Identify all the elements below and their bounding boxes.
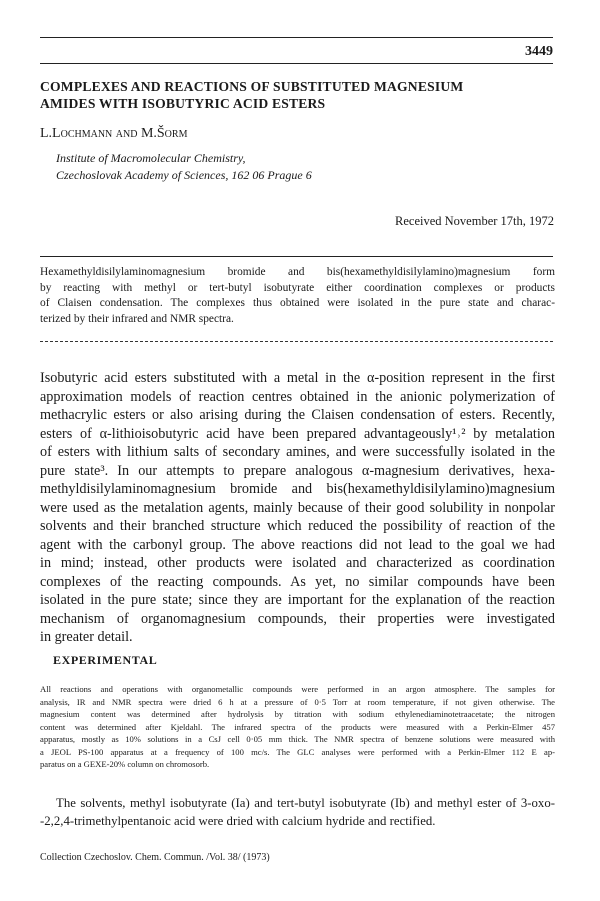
section-heading: EXPERIMENTAL bbox=[53, 653, 158, 667]
intro-line: of esters with lithium salts of secondary amines, and were successfully isolated in the bbox=[40, 444, 555, 460]
intro-line: methyldisilylaminomagnesium bromide and bis(hexamethyldisilylamino)magnesium bbox=[40, 481, 555, 497]
abstract-bottom-rule bbox=[40, 341, 553, 342]
abstract-line: terized by their infrared and NMR spectra. bbox=[40, 312, 234, 325]
abstract-line: of Claisen condensation. The complexes thus obtained were isolated in the pure state and charac- bbox=[40, 297, 555, 310]
experimental-small-line: paratus on a GEXE-20% column on chromosorb. bbox=[40, 759, 210, 769]
intro-line: were used as the metalation agents, mainly because of their good solubility in nonpolar bbox=[40, 499, 555, 516]
title-line: COMPLEXES AND REACTIONS OF SUBSTITUTED MAGNESIUM bbox=[40, 79, 464, 94]
experimental-body bbox=[40, 794, 555, 830]
abstract-top-rule bbox=[40, 256, 553, 257]
journal-footer: Collection Czechoslov. Chem. Commun. /Vol. 38/ (1973) bbox=[40, 852, 270, 863]
abstract-line: Hexamethyldisilylaminomagnesium bromide and bis(hexamethyldisilylamino)magnesium form bbox=[40, 266, 555, 278]
top-rule bbox=[40, 37, 553, 38]
intro-line: complexes of the reacting compounds. As yet, no similar compounds have been bbox=[40, 573, 555, 590]
experimental-small-line: All reactions and operations with organometallic compounds were performed in an argon atmosphere. The samples for bbox=[40, 684, 555, 694]
received-date: Received November 17th, 1972 bbox=[395, 214, 554, 228]
experimental-small-line: a JEOL PS-100 apparatus at a frequency of 100 mc/s. The GLC analyses were performed with a Perkin-Elmer 112 E ap- bbox=[40, 746, 555, 757]
page-number: 3449 bbox=[525, 44, 553, 59]
intro-line: in greater detail. bbox=[40, 629, 133, 645]
authors: L.Lochmann and M.Šorm bbox=[40, 126, 188, 141]
affiliation bbox=[56, 150, 312, 184]
title-line: AMIDES WITH ISOBUTYRIC ACID ESTERS bbox=[40, 96, 326, 111]
experimental-small-line: content was determined after Kjeldahl. The infrared spectra of the products were measured with a Perkin-Elmer 457 bbox=[40, 721, 555, 732]
intro-line: esters of α-lithioisobutyric acid have been prepared advantageously¹˒² by metalation bbox=[40, 425, 555, 442]
intro-line: in mind; instead, other products were isolated and characterized as coordination bbox=[40, 555, 555, 571]
intro-line: Isobutyric acid esters substituted with a metal in the α-position represent in the first bbox=[40, 370, 555, 386]
article-title bbox=[40, 78, 560, 112]
experimental-details bbox=[40, 683, 555, 771]
intro-line: isolated in the pure state; since they are important for the explanation of the reaction bbox=[40, 592, 555, 608]
introduction bbox=[40, 369, 555, 647]
intro-line: pure state³. In our attempts to prepare analogous α-magnesium derivatives, hexa- bbox=[40, 462, 555, 479]
experimental-body-line: The solvents, methyl isobutyrate (Ia) and tert-butyl isobutyrate (Ib) and methyl ester of 3-oxo- bbox=[56, 796, 555, 810]
intro-line: agent with the carbonyl group. The above reactions did not lead to the goal we had bbox=[40, 536, 555, 553]
abstract-line: by reacting with methyl or tert-butyl isobutyrate either coordination complexes or products bbox=[40, 281, 555, 294]
intro-line: solvents and their branched structure which reduced the possibility of reaction of the bbox=[40, 518, 555, 534]
experimental-small-line: magnesium content was determined after hydrolysis by titration with sodium ethylenediaminotetraacetate; the nitrogen bbox=[40, 709, 555, 719]
intro-line: methacrylic esters or also arising during the Claisen condensation of esters. Recently, bbox=[40, 407, 555, 423]
experimental-body-line: -2,2,4-trimethylpentanoic acid were dried with calcium hydride and rectified. bbox=[40, 814, 436, 828]
abstract bbox=[40, 265, 555, 327]
intro-line: mechanism of organomagnesium compounds, their properties were investigated bbox=[40, 610, 555, 627]
experimental-small-line: apparatus, mostly as 10% solutions in a CsJ cell 0·05 mm thick. The NMR spectra of benzene solutions were measured with bbox=[40, 734, 555, 744]
affiliation-line: Czechoslovak Academy of Sciences, 162 06 Prague 6 bbox=[56, 168, 312, 182]
experimental-small-line: analysis, IR and NMR spectra were dried 6 h at a pressure of 0·5 Torr at room temperature, if not given otherwise. The bbox=[40, 696, 555, 707]
affiliation-line: Institute of Macromolecular Chemistry, bbox=[56, 151, 246, 165]
header-rule bbox=[40, 63, 553, 64]
intro-line: approximation models of reaction centres obtained in the anionic polymerization of bbox=[40, 388, 555, 405]
